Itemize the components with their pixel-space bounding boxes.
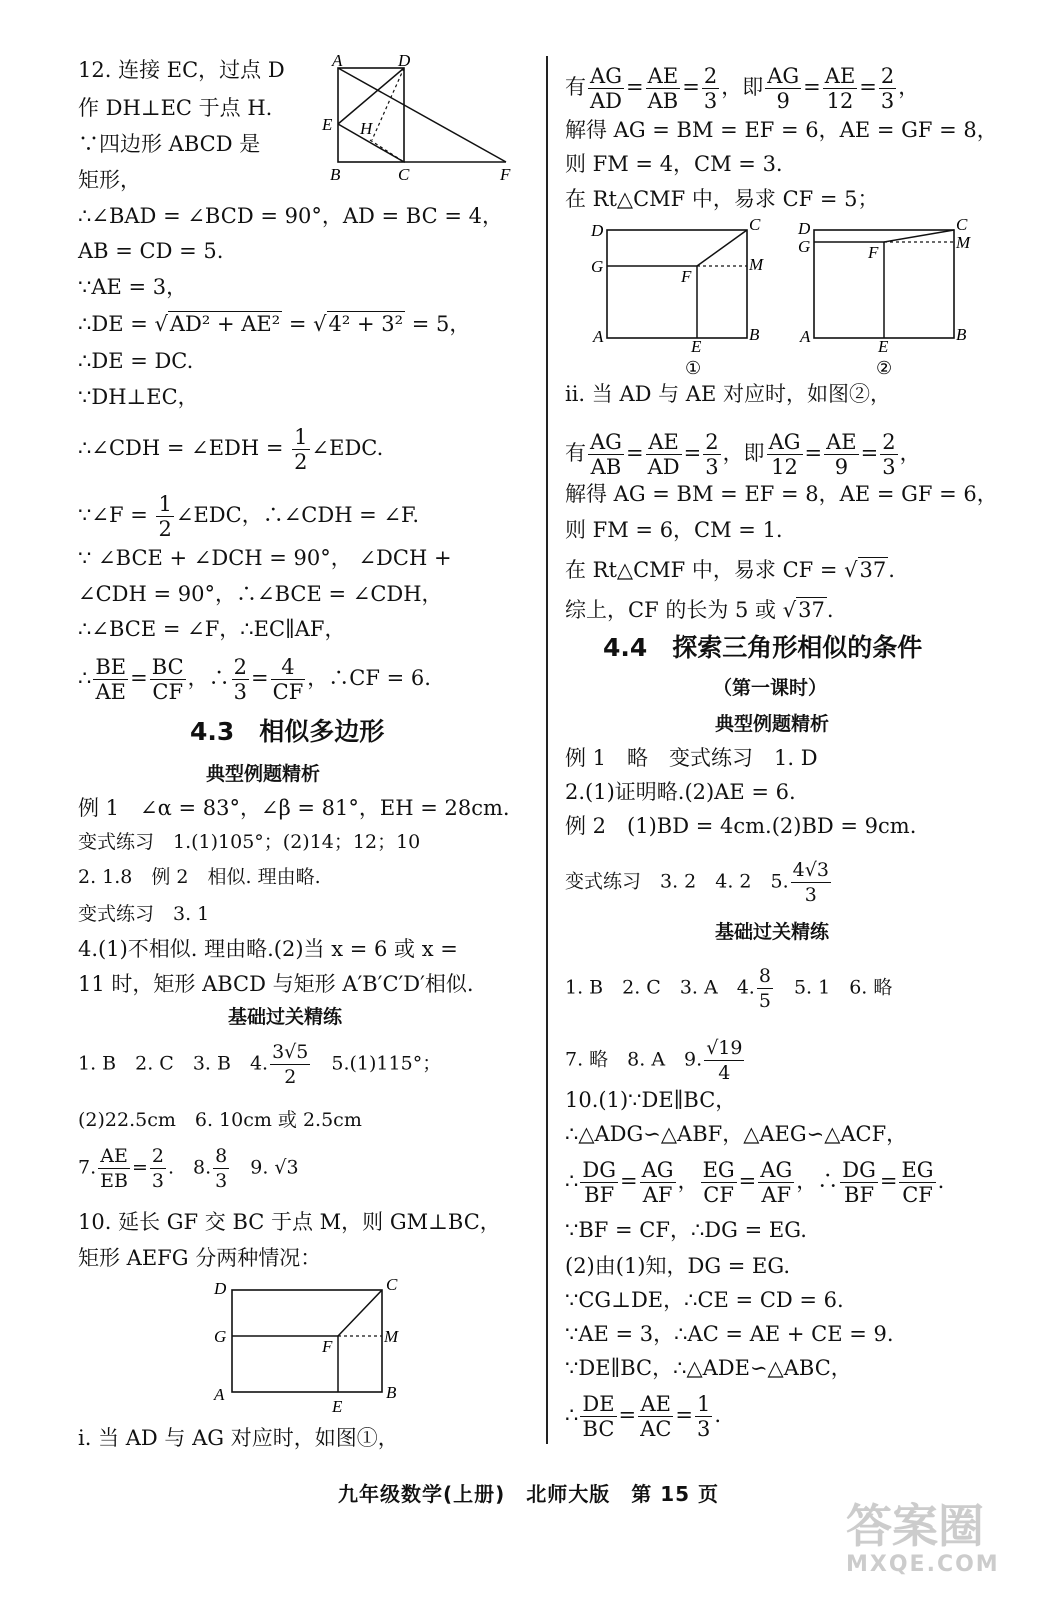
denominator: BF [584, 1183, 615, 1207]
fraction [767, 430, 803, 479]
text-line: 矩形， [78, 168, 141, 192]
text-line: 矩形 AEFG 分两种情况： [78, 1246, 322, 1270]
text-line [565, 1036, 746, 1085]
denominator: 3 [703, 89, 718, 113]
text-line [78, 425, 383, 474]
denominator: BF [844, 1183, 875, 1207]
label-h: H [360, 119, 373, 138]
label-a: A [593, 327, 604, 346]
denominator: 3 [215, 1170, 228, 1192]
label-f: F [500, 165, 511, 184]
text-line [565, 1392, 721, 1441]
text: = [675, 1403, 693, 1427]
text-line [565, 430, 921, 479]
denominator: 3 [882, 455, 896, 479]
text-line: 则 FM = 4，CM = 3. [565, 152, 783, 176]
text-line: 例 2 (1)BD = 4cm.(2)BD = 9cm. [565, 814, 917, 838]
numerator: 1 [294, 425, 308, 449]
text: = 5， [405, 312, 471, 336]
fraction [150, 655, 186, 704]
radical: 4² + 3² [328, 312, 404, 336]
fraction [823, 64, 858, 113]
denominator: 2 [158, 517, 172, 541]
text: . [888, 558, 895, 582]
text: 变式练习 3. 2 4. 2 5. [565, 870, 789, 893]
fraction [580, 1392, 616, 1441]
denominator: AD [590, 89, 623, 113]
text: 5.(1)115°； [312, 1052, 442, 1075]
fraction [646, 64, 681, 113]
fraction [580, 1158, 618, 1207]
numerator: AE [638, 1392, 673, 1417]
page-footer: 九年级数学(上册) 北师大版 第 15 页 [338, 1482, 720, 1506]
watermark-url: MXQE.COM [846, 1552, 1000, 1577]
label-e: E [332, 1397, 343, 1416]
label-a: A [800, 327, 811, 346]
text: 1. B 2. C 3. B 4. [78, 1052, 269, 1075]
figure-case-1 [585, 212, 775, 380]
text-line [78, 655, 431, 704]
figure-number: ① [685, 358, 702, 378]
text: = [804, 441, 823, 465]
text: 有 [565, 75, 586, 99]
fraction [758, 1158, 794, 1207]
text: = [682, 75, 700, 99]
label-d: D [591, 221, 604, 240]
text-line: ∴DE = DC. [78, 349, 194, 373]
numerator: √19 [706, 1037, 743, 1059]
text: ，∴ [187, 666, 230, 690]
numerator: EG [901, 1158, 934, 1182]
text-line [78, 1144, 299, 1193]
radical: AD² + AE² [169, 312, 281, 336]
fraction [213, 1144, 229, 1193]
fraction [701, 1158, 737, 1207]
fraction [703, 430, 720, 479]
denominator: 9 [834, 455, 849, 479]
numerator: AE [646, 64, 681, 89]
fraction [695, 1392, 712, 1441]
text: = [282, 312, 314, 336]
text: = [879, 1169, 898, 1193]
text: . [937, 1169, 945, 1193]
denominator: 3 [705, 455, 719, 479]
text: 7. 略 8. A 9. [565, 1048, 703, 1071]
numerator: 2 [233, 655, 248, 679]
fraction [588, 430, 624, 479]
section-heading-4-3: 4.3 相似多边形 [190, 717, 385, 746]
text: = [860, 441, 879, 465]
text: = [738, 1169, 757, 1193]
numerator: AG [641, 1158, 674, 1182]
text-line [565, 858, 833, 907]
denominator: 2 [284, 1066, 297, 1088]
watermark-text: 答案圈 [846, 1499, 984, 1553]
text-line: 10.(1)∵DE∥BC， [565, 1088, 737, 1112]
text-line: 在 Rt△CMF 中，易求 CF = 5； [565, 187, 879, 211]
subheading: 基础过关精练 [228, 1006, 343, 1028]
text: = [626, 75, 644, 99]
numerator: BC [151, 655, 184, 679]
numerator: 8 [758, 965, 771, 987]
numerator: DG [842, 1158, 876, 1182]
fraction [646, 430, 682, 479]
fraction [292, 425, 309, 474]
text: ∴DE = [78, 312, 155, 336]
text: = [131, 1156, 148, 1179]
text-line: ⅱ. 当 AD 与 AE 对应时，如图②， [565, 382, 891, 406]
fraction [757, 964, 773, 1013]
text: ， [899, 441, 921, 465]
text-line [78, 1040, 441, 1089]
denominator: 9 [776, 89, 790, 113]
numerator: AG [588, 64, 624, 89]
fraction [271, 655, 306, 704]
text-line: ∵AE = 3，∴AC = AE + CE = 9. [565, 1322, 894, 1346]
denominator: AF [642, 1183, 673, 1207]
numerator: AG [768, 430, 801, 454]
text-line: ∵DH⊥EC， [78, 385, 199, 409]
denominator: 5 [758, 990, 771, 1012]
numerator: 3√5 [272, 1041, 309, 1063]
denominator: CF [152, 680, 184, 704]
label-e: E [878, 337, 889, 356]
fraction [704, 1036, 744, 1085]
text: ∠EDC. [311, 436, 384, 460]
text-line: ∠CDH = 90°，∴∠BCE = ∠CDH， [78, 582, 443, 606]
subheading: 典型例题精析 [715, 713, 830, 735]
label-g: G [214, 1327, 227, 1346]
fraction [702, 64, 719, 113]
numerator: AE [824, 64, 856, 88]
text: ， [898, 75, 920, 99]
denominator: AE [95, 680, 126, 704]
text: . 8. [168, 1156, 212, 1179]
text-line: AB = CD = 5. [78, 239, 224, 263]
numerator: 4 [271, 655, 306, 680]
fraction [824, 430, 859, 479]
text: 在 Rt△CMF 中，易求 CF = [565, 558, 845, 582]
text-line: 解得 AG = BM = EF = 8，AE = GF = 6， [565, 482, 998, 506]
text-line: ∴∠BAD = ∠BCD = 90°，AD = BC = 4， [78, 204, 503, 228]
text-line: 作 DH⊥EC 于点 H. [78, 96, 273, 120]
text-line: 例 1 略 变式练习 1. D [565, 746, 818, 770]
fraction [879, 64, 896, 113]
denominator: EB [100, 1170, 128, 1192]
text: 1. B 2. C 3. A 4. [565, 976, 755, 999]
text: ∵∠F = [78, 503, 155, 527]
numerator: 2 [880, 64, 895, 88]
text-line: ∴△ADG∽△ABF，△AEG∽△ACF， [565, 1122, 908, 1146]
text: . [826, 598, 834, 622]
text: = [251, 666, 269, 690]
fraction [899, 1158, 935, 1207]
label-c: C [386, 1275, 398, 1294]
fraction [98, 1144, 130, 1193]
text-line: 2. 1.8 例 2 相似. 理由略. [78, 866, 321, 888]
fraction [588, 64, 624, 113]
numerator: 4√3 [792, 859, 829, 881]
text-line [78, 492, 419, 541]
text-line: 12. 连接 EC，过点 D [78, 58, 285, 82]
text-line: 在 Rt△CMF 中，易求 CF = √37. [565, 558, 895, 582]
numerator: 8 [215, 1145, 228, 1167]
text: . [714, 1403, 722, 1427]
label-m: M [384, 1327, 399, 1346]
label-b: B [749, 325, 760, 344]
text-line: ⅰ. 当 AD 与 AG 对应时，如图①， [78, 1426, 399, 1450]
denominator: AF [761, 1183, 792, 1207]
label-c: C [749, 215, 761, 234]
text-line: 解得 AG = BM = EF = 6，AE = GF = 8， [565, 118, 998, 142]
fraction [880, 430, 897, 479]
figure-case-2 [792, 212, 982, 380]
text-line: ∴DE = √AD² + AE² = √4² + 3² = 5， [78, 312, 471, 336]
denominator: CF [272, 680, 304, 704]
text: = [803, 75, 821, 99]
watermark-logo [846, 1500, 1021, 1590]
label-m: M [956, 233, 971, 252]
text: ，∴CF = 6. [307, 666, 431, 690]
label-e: E [322, 115, 333, 134]
numerator: 2 [705, 430, 719, 454]
denominator: 4 [718, 1062, 731, 1084]
denominator: BC [582, 1417, 615, 1441]
text: ∴∠CDH = ∠EDH = [78, 436, 291, 460]
lesson-label: （第一课时） [713, 677, 828, 699]
text: ，∴ [796, 1169, 839, 1193]
text: = [683, 441, 702, 465]
numerator: BE [95, 655, 127, 679]
text-line: ∴∠BCE = ∠F，∴EC∥AF， [78, 617, 346, 641]
fraction [640, 1158, 676, 1207]
text: = [618, 1403, 637, 1427]
numerator: DG [582, 1158, 616, 1182]
text: 9. √3 [231, 1156, 299, 1179]
label-c: C [956, 215, 968, 234]
text: 有 [565, 441, 586, 465]
text: ∴ [565, 1403, 579, 1427]
text-line: ∵四边形 ABCD 是 [78, 132, 261, 156]
numerator: AG [767, 64, 800, 88]
text: 综上，CF 的长为 5 或 [565, 598, 783, 622]
denominator: AD [647, 455, 680, 479]
denominator: 3 [151, 1170, 164, 1192]
text: = [625, 441, 644, 465]
fraction [638, 1392, 673, 1441]
label-f: F [681, 267, 692, 286]
text: ， [677, 1169, 699, 1193]
text-line: 10. 延长 GF 交 BC 于点 M，则 GM⊥BC， [78, 1210, 501, 1234]
denominator: 3 [804, 884, 817, 906]
label-b: B [330, 165, 341, 184]
text-line: 4.(1)不相似. 理由略.(2)当 x = 6 或 x = [78, 937, 458, 961]
numerator: 2 [151, 1145, 164, 1167]
label-g: G [798, 237, 811, 256]
text-line [565, 1158, 944, 1207]
fraction [156, 492, 173, 541]
fraction [765, 64, 801, 113]
label-c: C [398, 165, 410, 184]
text-line: 例 1 ∠α = 83°，∠β = 81°，EH = 28cm. [78, 796, 510, 820]
label-b: B [956, 325, 967, 344]
fraction [791, 858, 831, 907]
denominator: 12 [826, 89, 854, 113]
text: ，即 [721, 75, 764, 99]
text-line: (2)由(1)知，DG = EG. [565, 1254, 791, 1278]
text-line: 综上，CF 的长为 5 或 √37. [565, 598, 834, 622]
denominator: CF [902, 1183, 933, 1207]
denominator: AC [640, 1417, 672, 1441]
numerator: AE [826, 430, 857, 454]
label-g: G [591, 257, 604, 276]
label-a: A [214, 1385, 225, 1404]
radical: 37 [798, 598, 825, 622]
label-d: D [214, 1279, 227, 1298]
numerator: 2 [703, 64, 718, 88]
numerator: AG [590, 430, 622, 454]
denominator: 3 [697, 1417, 711, 1441]
figure-rectangle-abcd [320, 52, 520, 192]
label-a: A [332, 52, 343, 70]
text-line: 则 FM = 6，CM = 1. [565, 518, 783, 542]
numerator: AG [760, 1158, 793, 1182]
label-m: M [749, 255, 764, 274]
radical: 37 [859, 558, 887, 582]
denominator: CF [703, 1183, 734, 1207]
section-heading-4-4: 4.4 探索三角形相似的条件 [603, 633, 923, 662]
numerator: AE [646, 430, 682, 455]
text-line: ∵DE∥BC，∴△ADE∽△ABC， [565, 1356, 852, 1380]
numerator: 2 [882, 430, 896, 454]
fraction [270, 1040, 310, 1089]
numerator: 1 [158, 492, 172, 516]
denominator: 2 [294, 450, 308, 474]
fraction [840, 1158, 878, 1207]
denominator: AB [590, 455, 622, 479]
denominator: 3 [880, 89, 895, 113]
figure-rectangle-aefg [206, 1272, 416, 1422]
denominator: 12 [771, 455, 798, 479]
column-divider [546, 56, 548, 1444]
label-f: F [868, 243, 879, 262]
denominator: 3 [233, 680, 248, 704]
text: ∴ [565, 1169, 579, 1193]
label-f: F [322, 1337, 333, 1356]
text-line: 2.(1)证明略.(2)AE = 6. [565, 780, 796, 804]
numerator: AE [98, 1144, 130, 1169]
text: ∠EDC，∴∠CDH = ∠F. [175, 503, 420, 527]
label-d: D [398, 52, 411, 70]
denominator: AB [647, 89, 679, 113]
text-line: ∵ ∠BCE + ∠DCH = 90°， ∠DCH + [78, 546, 452, 570]
numerator: EG [702, 1158, 735, 1182]
text: = [130, 666, 148, 690]
text-line: ∵CG⊥DE，∴CE = CD = 6. [565, 1288, 844, 1312]
text: ∴ [78, 666, 92, 690]
numerator: 1 [697, 1392, 711, 1416]
text-line: ∵BF = CF，∴DG = EG. [565, 1218, 807, 1242]
text: = [859, 75, 877, 99]
figure-number: ② [876, 358, 893, 378]
text: 5. 1 6. 略 [774, 976, 893, 999]
fraction [232, 655, 249, 704]
text-line: (2)22.5cm 6. 10cm 或 2.5cm [78, 1109, 362, 1131]
text-line: ∵AE = 3， [78, 275, 188, 299]
subheading: 典型例题精析 [206, 763, 321, 785]
text: ，即 [722, 441, 765, 465]
text-line [565, 964, 892, 1013]
text: = [620, 1169, 638, 1193]
text-line [565, 64, 919, 113]
text-line: 11 时，矩形 ABCD 与矩形 A′B′C′D′相似. [78, 972, 474, 996]
label-d: D [798, 219, 811, 238]
subheading: 基础过关精练 [715, 921, 830, 943]
fraction [150, 1144, 166, 1193]
text-line: 变式练习 1.(1)105°；(2)14；12；10 [78, 831, 421, 853]
fraction [93, 655, 128, 704]
text: 7. [78, 1156, 97, 1179]
label-b: B [386, 1383, 397, 1402]
numerator: DE [582, 1392, 615, 1416]
label-e: E [691, 337, 702, 356]
text-line: 变式练习 3. 1 [78, 903, 210, 925]
